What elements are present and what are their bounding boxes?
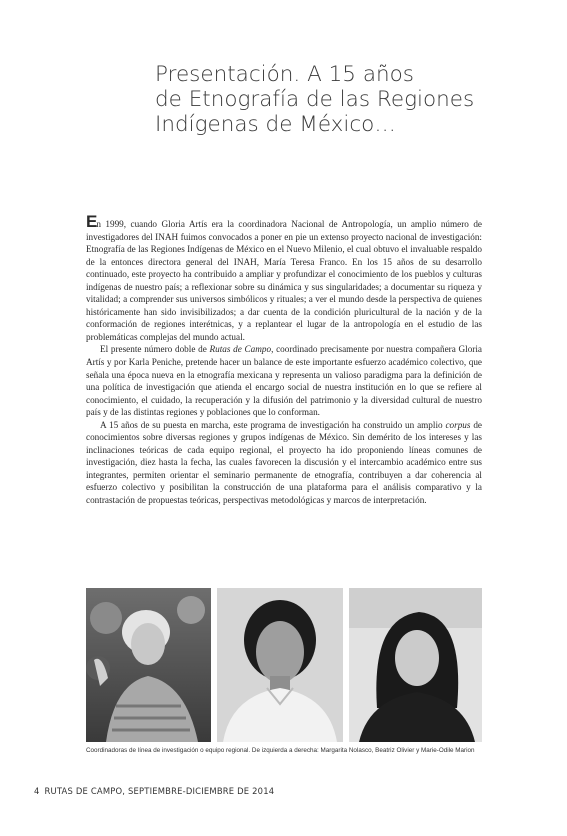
- paragraph: [86, 419, 482, 507]
- page-title: [155, 62, 535, 137]
- portrait-photo: [86, 588, 211, 742]
- paragraph-text: de conocimientos sobre diversas regiones y grupos indígenas de México. Sin demérito de los intereses y las inclinaciones teóricas de cada equipo regional, el proyecto ha ido proponiendo líneas comunes de investigación, diez hasta la fecha, las cuales favorecen la discusión y el intercambio académico entre sus integrantes, permiten orientar el seminario permanente de etnografía, contribuyen a dar coherencia al esfuerzo colectivo y posibilitan la construcción de una plataforma para el análisis comparativo y la contrastación de propuestas teóricas, perspectivas metodológicas y marcos de interpretación.: [86, 419, 483, 506]
- emphasis: corpus: [445, 419, 471, 430]
- paragraph-text: , coordinado precisamente por nuestra compañera Gloria Artís y por Karla Peniche, pretende hacer un balance de este importante esfuerzo académico colectivo, que señala una época nueva en la etnografía mexicana y representa un valioso paradigma para la definición de una política de investigación que atienda el encargo social de nuestra institución en lo que se refiere al conocimiento, el cuidado, la recuperación y la difusión del patrimonio y la diversidad cultural de nuestro país y de las distintas regiones y poblaciones que lo conforman.: [86, 344, 482, 418]
- portrait-photo: [217, 588, 343, 742]
- portrait-photo: [349, 588, 482, 742]
- page-number: 4: [34, 786, 40, 796]
- paragraph-text: A 15 años de su puesta en marcha, este programa de investigación ha construido un amplio: [100, 419, 446, 430]
- title-line: de Etnografía de las Regiones: [155, 87, 475, 112]
- paragraph-text: n 1999, cuando Gloria Artís era la coordinadora Nacional de Antropología, un amplio número de investigadores del INAH fuimos convocados a poner en pie un extenso proyecto nacional de investigación: Etnografía de las Regiones Indígenas de México en el Nuevo Milenio, el cual obtuvo el invaluable respaldo de la entonces directora general del INAH, María Teresa Franco. En los 15 años de su desarrollo continuado, este proyecto ha contribuido a ampliar y profundizar el conocimiento de los pueblos y culturas indígenas de nuestro país; a reflexionar sobre su dinámica y sus singularidades; a documentar su riqueza y vitalidad; a comprender sus universos simbólicos y rituales; a ver el mundo desde la perspectiva de quienes históricamente han sido invisibilizados; a dar cuenta de la condición pluricultural de la nación y de la conformación de regiones interétnicas, y a replantear el lugar de la antropología en el estudio de las problemáticas complejas del mundo actual.: [86, 219, 482, 342]
- article-body: [86, 212, 483, 507]
- drop-cap: E: [86, 212, 97, 231]
- paragraph: [86, 212, 482, 343]
- title-line: Presentación. A 15 años: [155, 62, 414, 87]
- photo-caption: Coordinadoras de línea de investigación o equipo regional. De izquierda a derecha: Margarita Nolasco, Beatriz Olivier y Marie-Odile Marion: [86, 747, 475, 754]
- magazine-name: Rutas de Campo: [209, 344, 272, 355]
- paragraph-text: El presente número doble de: [100, 344, 210, 355]
- paragraph: [86, 343, 482, 418]
- photo-row: [86, 588, 482, 742]
- title-line: Indígenas de México…: [155, 112, 396, 137]
- footer-text: RUTAS DE CAMPO, SEPTIEMBRE-DICIEMBRE DE 2014: [44, 786, 275, 796]
- page-footer: [34, 786, 274, 796]
